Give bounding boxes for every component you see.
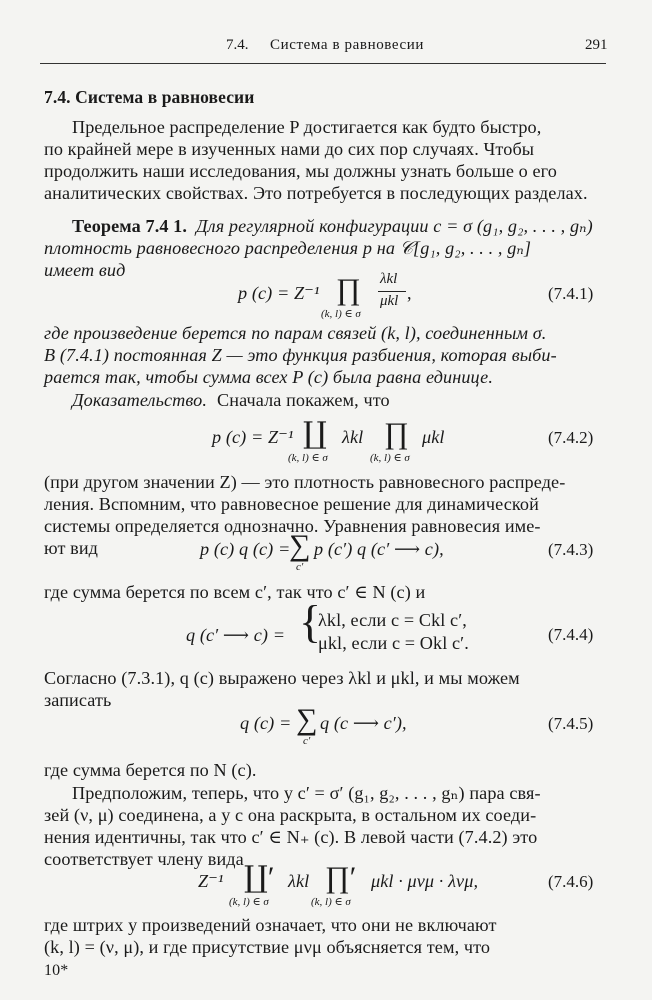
eq744-case-1: λkl, если c = Ckl c′, — [318, 610, 467, 630]
after742-line-3: системы определяется однозначно. Уравнения равновесия име- — [44, 516, 541, 536]
intro-line-2: по крайней мере в изученных нами до сих пор случаях. Чтобы — [44, 139, 535, 159]
intro-line-3: продолжить наши исследования, мы должны узнать больше о его — [44, 161, 557, 181]
footer-signature-mark: 10* — [44, 962, 69, 979]
after745-text: где сумма берется по N (c). — [44, 760, 257, 780]
eq742-lambda: λkl — [342, 427, 364, 447]
eq746-subscript-2: (k, l) ∈ σ — [311, 896, 351, 908]
eq742-coproduct-icon: ∐ — [303, 417, 327, 450]
eq741-lhs: p (c) = Z⁻¹ — [238, 283, 320, 303]
after744-line-1: Согласно (7.3.1), q (c) выражено через λkl и μkl, и мы можем — [44, 668, 520, 688]
eq742-number: (7.4.2) — [548, 428, 594, 447]
eq746-lambda: λkl — [288, 871, 310, 891]
suppose-line-3: нения идентичны, так что c′ ∈ N₊ (c). В левой части (7.4.2) это — [44, 827, 538, 847]
eq741-denominator: μkl — [380, 293, 399, 309]
eq744-lhs: q (c′ ⟶ c) = — [186, 625, 286, 645]
suppose-line-4: соответствует члену вида — [44, 849, 244, 869]
eq741-fraction — [378, 271, 406, 311]
eq742-subscript-1: (k, l) ∈ σ — [288, 452, 328, 464]
proof-text: Сначала покажем, что — [217, 390, 390, 410]
after744-line-2: записать — [44, 690, 112, 710]
eq743-number: (7.4.3) — [548, 540, 594, 559]
intro-line-4: аналитических свойствах. Это потребуется в последующих разделах. — [44, 183, 588, 203]
header-rule — [40, 63, 606, 64]
eq744-brace-icon: { — [299, 596, 322, 647]
after746-line-2: (k, l) = (ν, μ), и где присутствие μνμ объясняется тем, что — [44, 937, 491, 957]
suppose-line-1: Предположим, теперь, что у c′ = σ′ (g₁, g₂, . . . , gₙ) пара свя- — [72, 783, 541, 803]
theorem-line-2: плотность равновесного распределения p на 𝒞[g₁, g₂, . . . , gₙ] — [44, 238, 532, 258]
eq746-lhs: Z⁻¹ — [198, 871, 224, 891]
eq743-rhs: p (c′) q (c′ ⟶ c), — [314, 539, 444, 559]
eq744-case-2: μkl, если c = Okl c′. — [318, 633, 469, 653]
eq742-mu: μkl — [422, 427, 445, 447]
theorem-label: Теорема 7.4 1. — [72, 216, 188, 236]
theorem-line-1: Для регулярной конфигурации c = σ (g₁, g₂, . . . , gₙ) — [196, 216, 593, 236]
after742-line-2: ления. Вспомним, что равновесное решение для динамической — [44, 494, 539, 514]
after742-line-4: ют вид — [44, 538, 99, 558]
after741-line-1: где произведение берется по парам связей (k, l), соединенным σ. — [44, 323, 547, 343]
theorem-line-3: имеет вид — [44, 260, 126, 280]
eq745-lhs: q (c) = — [240, 713, 292, 733]
section-heading: 7.4. Система в равновесии — [44, 87, 255, 107]
eq746-coproduct-icon: ∐′ — [244, 861, 275, 894]
eq741-fraction-bar — [378, 291, 406, 292]
eq741-subscript: (k, l) ∈ σ — [321, 308, 361, 320]
running-head-title: Система в равновесии — [270, 37, 425, 53]
eq746-number: (7.4.6) — [548, 872, 594, 891]
after742-line-1: (при другом значении Z) — это плотность равновесного распреде- — [44, 472, 566, 492]
eq745-rhs: q (c ⟶ c′), — [320, 713, 407, 733]
suppose-line-2: зей (ν, μ) соединена, а у c она раскрыта, в остальном их соеди- — [44, 805, 537, 825]
eq746-tail: μkl · μνμ · λνμ, — [371, 871, 479, 891]
proof-label: Доказательство. — [72, 390, 207, 410]
running-head-section: 7.4. — [226, 37, 249, 53]
page-number: 291 — [585, 37, 608, 53]
eq746-subscript-1: (k, l) ∈ σ — [229, 896, 269, 908]
eq746-product-icon: ∏′ — [325, 861, 357, 894]
after741-line-2: В (7.4.1) постоянная Z — это функция разбиения, которая выби- — [44, 345, 557, 365]
eq741-comma: , — [407, 283, 412, 303]
after741-line-3: рается так, чтобы сумма всех P (c) была равна единице. — [44, 367, 493, 387]
after746-line-1: где штрих у произведений означает, что они не включают — [44, 915, 497, 935]
intro-line-1: Предельное распределение P достигается как будто быстро, — [72, 117, 542, 137]
eq745-subscript: c′ — [303, 735, 311, 747]
eq745-sum-icon: ∑ — [296, 703, 318, 736]
eq744-number: (7.4.4) — [548, 625, 594, 644]
eq742-product-icon: ∏ — [384, 417, 409, 450]
eq741-product-icon: ∏ — [336, 273, 361, 306]
eq743-subscript: c′ — [296, 561, 304, 573]
eq745-number: (7.4.5) — [548, 714, 594, 733]
eq741-number: (7.4.1) — [548, 284, 594, 303]
eq742-lhs: p (c) = Z⁻¹ — [212, 427, 294, 447]
eq742-subscript-2: (k, l) ∈ σ — [370, 452, 410, 464]
eq743-lhs: p (c) q (c) = — [200, 539, 291, 559]
eq741-numerator: λkl — [380, 271, 398, 287]
after743-text: где сумма берется по всем c′, так что c′ ∈ N (c) и — [44, 582, 426, 602]
eq743-sum-icon: ∑ — [289, 529, 311, 562]
